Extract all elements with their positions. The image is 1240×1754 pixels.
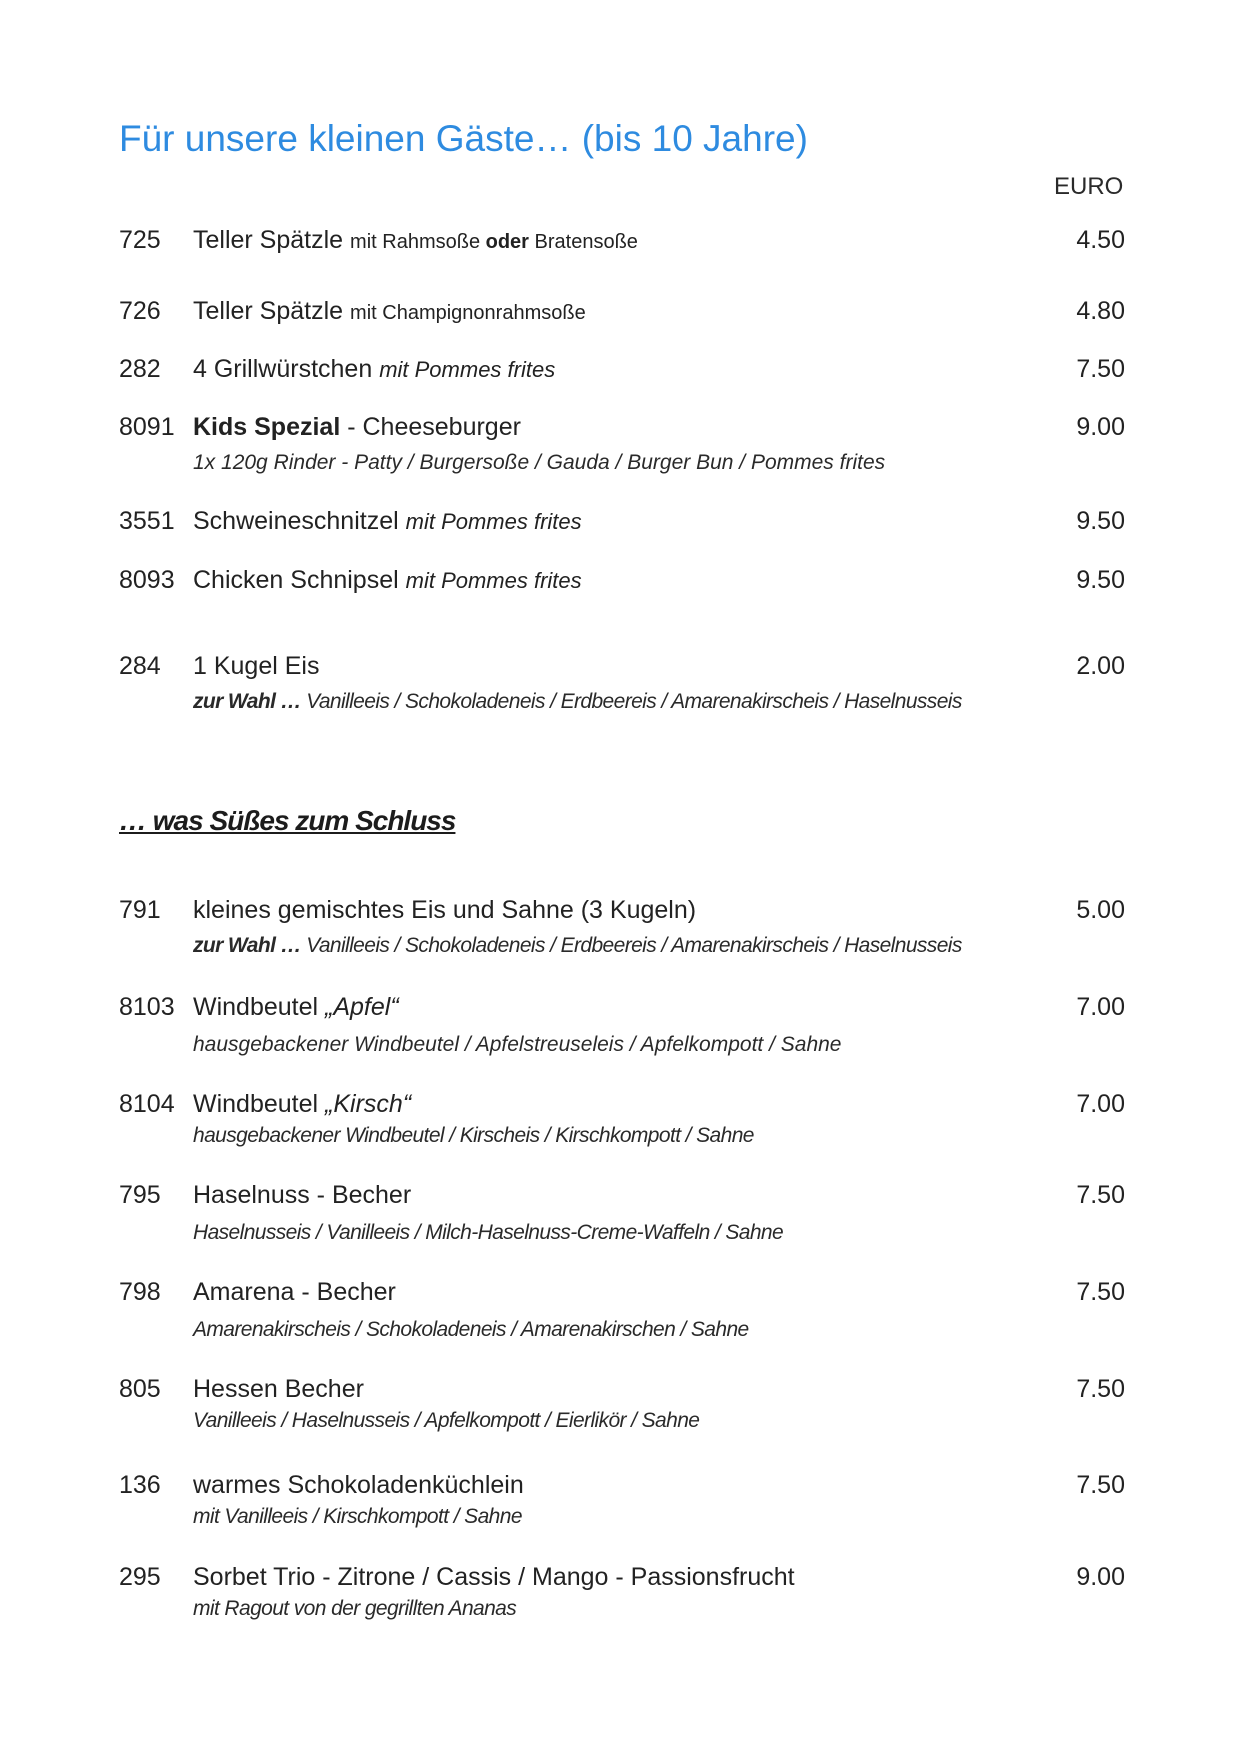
item-name: Haselnuss - Becher (193, 1181, 412, 1209)
item-name: 1 Kugel Eis (193, 652, 320, 680)
item-number: 725 (119, 226, 161, 254)
menu-item (0, 1181, 1240, 1244)
menu-item (0, 896, 1240, 956)
menu-item (0, 566, 1240, 626)
item-name: Teller Spätzle mit Champignonrahmsoße (193, 297, 586, 325)
item-number: 8093 (119, 566, 175, 594)
item-description: 1x 120g Rinder - Patty / Burgersoße / Gauda / Burger Bun / Pommes frites (193, 451, 886, 474)
item-description: zur Wahl … Vanilleeis / Schokoladeneis / Erdbeereis / Amarenakirscheis / Haselnusseis (193, 934, 962, 957)
item-number: 8104 (119, 1090, 175, 1118)
menu-item (0, 1090, 1240, 1150)
menu-item (0, 355, 1240, 415)
item-price: 7.50 (1076, 1278, 1125, 1306)
item-number: 136 (119, 1471, 161, 1499)
item-price: 7.00 (1076, 1090, 1125, 1118)
item-number: 282 (119, 355, 161, 383)
menu-item (0, 507, 1240, 567)
item-name: Hessen Becher (193, 1375, 364, 1403)
item-number: 726 (119, 297, 161, 325)
menu-item (0, 993, 1240, 1056)
item-description: mit Ragout von der gegrillten Ananas (193, 1597, 517, 1620)
item-price: 7.50 (1076, 1375, 1125, 1403)
menu-item (0, 652, 1240, 712)
item-price: 9.00 (1076, 413, 1125, 441)
item-number: 798 (119, 1278, 161, 1306)
item-description: hausgebackener Windbeutel / Apfelstreuseleis / Apfelkompott / Sahne (193, 1033, 842, 1056)
item-price: 9.50 (1076, 566, 1125, 594)
item-price: 2.00 (1076, 652, 1125, 680)
item-name: warmes Schokoladenküchlein (193, 1471, 524, 1499)
page-title: Für unsere kleinen Gäste… (bis 10 Jahre) (119, 118, 808, 159)
item-number: 295 (119, 1563, 161, 1591)
item-price: 7.50 (1076, 355, 1125, 383)
item-name: 4 Grillwürstchen mit Pommes frites (193, 355, 556, 383)
currency-label: EURO (1054, 173, 1124, 200)
item-description: zur Wahl … Vanilleeis / Schokoladeneis / Erdbeereis / Amarenakirscheis / Haselnusseis (193, 690, 962, 713)
menu-item (0, 1471, 1240, 1531)
item-number: 8091 (119, 413, 175, 441)
item-description: Amarenakirscheis / Schokoladeneis / Amarenakirschen / Sahne (193, 1318, 749, 1341)
item-name: Windbeutel „Kirsch“ (193, 1090, 412, 1118)
item-description: Haselnusseis / Vanilleeis / Milch-Haselnuss-Creme-Waffeln / Sahne (193, 1221, 784, 1244)
item-name: Teller Spätzle mit Rahmsoße oder Bratensoße (193, 226, 638, 254)
item-price: 5.00 (1076, 896, 1125, 924)
item-price: 4.80 (1076, 297, 1125, 325)
menu-item (0, 1375, 1240, 1435)
item-number: 8103 (119, 993, 175, 1021)
item-name: Amarena - Becher (193, 1278, 396, 1306)
item-number: 791 (119, 896, 161, 924)
item-price: 9.50 (1076, 507, 1125, 535)
item-name: Kids Spezial - Cheeseburger (193, 413, 521, 441)
item-description: Vanilleeis / Haselnusseis / Apfelkompott / Eierlikör / Sahne (193, 1409, 700, 1432)
item-number: 3551 (119, 507, 175, 535)
item-description: hausgebackener Windbeutel / Kirscheis / Kirschkompott / Sahne (193, 1124, 754, 1147)
item-number: 284 (119, 652, 161, 680)
item-price: 7.00 (1076, 993, 1125, 1021)
section-heading: … was Süßes zum Schluss (119, 805, 456, 836)
item-name: Chicken Schnipsel mit Pommes frites (193, 566, 582, 594)
item-price: 9.00 (1076, 1563, 1125, 1591)
item-name: Schweineschnitzel mit Pommes frites (193, 507, 582, 535)
menu-item (0, 413, 1240, 473)
menu-item (0, 297, 1240, 357)
item-name: kleines gemischtes Eis und Sahne (3 Kugeln) (193, 896, 697, 924)
item-price: 4.50 (1076, 226, 1125, 254)
item-number: 805 (119, 1375, 161, 1403)
item-price: 7.50 (1076, 1181, 1125, 1209)
item-description: mit Vanilleeis / Kirschkompott / Sahne (193, 1505, 522, 1528)
item-name: Sorbet Trio - Zitrone / Cassis / Mango - Passionsfrucht (193, 1563, 795, 1591)
menu-item (0, 1563, 1240, 1623)
item-price: 7.50 (1076, 1471, 1125, 1499)
menu-item (0, 1278, 1240, 1341)
item-number: 795 (119, 1181, 161, 1209)
menu-item (0, 226, 1240, 286)
item-name: Windbeutel „Apfel“ (193, 993, 399, 1021)
